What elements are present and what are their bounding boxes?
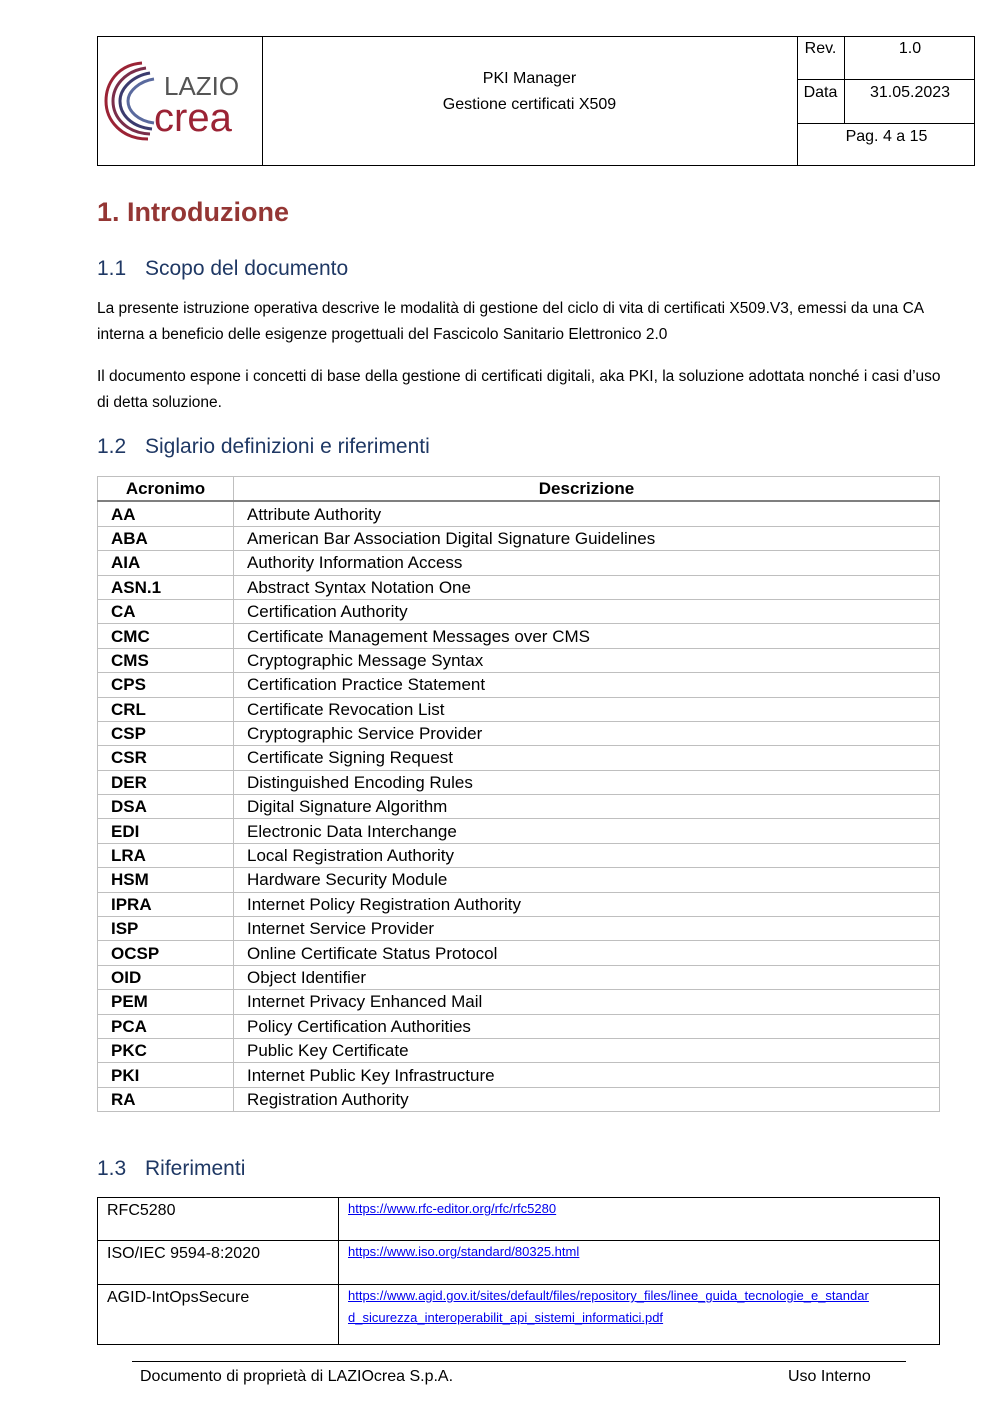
table-row <box>98 917 940 941</box>
acronym-cell: ASN.1 <box>98 575 234 599</box>
description-cell: Hardware Security Module <box>234 868 940 892</box>
laziocrea-logo <box>102 55 262 147</box>
reference-name: ISO/IEC 9594-8:2020 <box>98 1241 339 1285</box>
description-cell: American Bar Association Digital Signature Guidelines <box>234 526 940 550</box>
header-divider <box>797 123 974 124</box>
acronym-cell: CA <box>98 599 234 623</box>
section-1-heading: 1. Introduzione <box>97 197 289 227</box>
acronym-cell: PCA <box>98 1014 234 1038</box>
table-row <box>98 990 940 1014</box>
footer-ownership: Documento di proprietà di LAZIOcrea S.p.A. <box>140 1368 454 1385</box>
column-header-description: Descrizione <box>234 477 940 502</box>
acronym-cell: CSP <box>98 721 234 745</box>
table-row <box>98 697 940 721</box>
section-number: 1.2 <box>97 435 127 458</box>
header-title-line1: PKI Manager <box>482 70 577 87</box>
description-cell: Distinguished Encoding Rules <box>234 770 940 794</box>
reference-link[interactable] <box>339 1285 940 1345</box>
acronym-cell: CRL <box>98 697 234 721</box>
rev-label: Rev. <box>804 40 837 57</box>
acronym-cell: OID <box>98 965 234 989</box>
footer-rule <box>132 1361 906 1362</box>
table-row <box>98 551 940 575</box>
table-row <box>98 501 940 526</box>
acronym-cell: HSM <box>98 868 234 892</box>
acronym-cell: PKC <box>98 1038 234 1062</box>
table-header-row <box>98 477 940 502</box>
reference-link[interactable] <box>339 1241 940 1285</box>
header-title-line2: Gestione certificati X509 <box>442 96 617 113</box>
acronym-cell: CMS <box>98 648 234 672</box>
table-row <box>98 965 940 989</box>
section-number: 1.1 <box>97 257 127 280</box>
table-row <box>98 673 940 697</box>
description-cell: Registration Authority <box>234 1087 940 1111</box>
references-table <box>97 1197 940 1345</box>
table-row <box>98 868 940 892</box>
reference-link[interactable] <box>339 1198 940 1241</box>
footer-classification: Uso Interno <box>788 1368 871 1385</box>
acronym-cell: OCSP <box>98 941 234 965</box>
table-row <box>98 1198 940 1241</box>
section-1-1-heading <box>97 257 348 281</box>
description-cell: Cryptographic Message Syntax <box>234 648 940 672</box>
description-cell: Internet Policy Registration Authority <box>234 892 940 916</box>
acronym-cell: PKI <box>98 1063 234 1087</box>
table-row <box>98 795 940 819</box>
reference-link-text[interactable]: https://www.iso.org/standard/80325.html <box>348 1244 580 1259</box>
description-cell: Certificate Revocation List <box>234 697 940 721</box>
acronym-cell: ABA <box>98 526 234 550</box>
table-row <box>98 892 940 916</box>
table-row <box>98 1087 940 1111</box>
description-cell: Internet Public Key Infrastructure <box>234 1063 940 1087</box>
acronym-cell: CPS <box>98 673 234 697</box>
table-row <box>98 1014 940 1038</box>
description-cell: Abstract Syntax Notation One <box>234 575 940 599</box>
table-row <box>98 843 940 867</box>
date-label: Data <box>803 84 838 101</box>
reference-link-text[interactable]: d_sicurezza_interoperabilit_api_sistemi_informatici.pdf <box>348 1310 664 1325</box>
description-cell: Internet Service Provider <box>234 917 940 941</box>
description-cell: Electronic Data Interchange <box>234 819 940 843</box>
table-row <box>98 599 940 623</box>
acronym-cell: DER <box>98 770 234 794</box>
description-cell: Certification Authority <box>234 599 940 623</box>
section-1-2-heading <box>97 435 430 459</box>
description-cell: Public Key Certificate <box>234 1038 940 1062</box>
description-cell: Attribute Authority <box>234 501 940 526</box>
acronym-cell: IPRA <box>98 892 234 916</box>
acronym-cell: AA <box>98 501 234 526</box>
acronym-cell: LRA <box>98 843 234 867</box>
acronym-cell: CMC <box>98 624 234 648</box>
description-cell: Policy Certification Authorities <box>234 1014 940 1038</box>
description-cell: Local Registration Authority <box>234 843 940 867</box>
column-header-acronym: Acronimo <box>98 477 234 502</box>
acronym-cell: ISP <box>98 917 234 941</box>
reference-link-text[interactable]: https://www.rfc-editor.org/rfc/rfc5280 <box>348 1201 557 1216</box>
date-value: 31.05.2023 <box>869 84 951 101</box>
scope-paragraph-1: La presente istruzione operativa descrive le modalità di gestione del ciclo di vita di certificati X509.V3, emessi da una CA interna a beneficio delle esigenze progettuali del Fascicolo Sanitario Elettronico 2.0 <box>97 300 924 343</box>
svg-text:crea: crea <box>154 96 232 140</box>
rev-value: 1.0 <box>898 40 922 57</box>
table-row <box>98 575 940 599</box>
description-cell: Certificate Management Messages over CMS <box>234 624 940 648</box>
header-divider <box>797 79 974 80</box>
table-row <box>98 1038 940 1062</box>
table-row <box>98 770 940 794</box>
description-cell: Object Identifier <box>234 965 940 989</box>
table-row <box>98 746 940 770</box>
table-row <box>98 1063 940 1087</box>
table-row <box>98 648 940 672</box>
table-row <box>98 1285 940 1345</box>
section-title: Siglario definizioni e riferimenti <box>145 435 430 458</box>
svg-text:LAZIO: LAZIO <box>164 71 240 101</box>
table-row <box>98 624 940 648</box>
acronym-cell: DSA <box>98 795 234 819</box>
glossary-table <box>97 476 940 1112</box>
description-cell: Internet Privacy Enhanced Mail <box>234 990 940 1014</box>
table-row <box>98 721 940 745</box>
description-cell: Online Certificate Status Protocol <box>234 941 940 965</box>
page-number: Pag. 4 a 15 <box>845 128 928 145</box>
table-row <box>98 819 940 843</box>
section-title: Scopo del documento <box>145 257 349 280</box>
reference-name: AGID-IntOpsSecure <box>98 1285 339 1345</box>
scope-paragraph-2: Il documento espone i concetti di base della gestione di certificati digitali, aka PKI, la soluzione adottata nonché i casi d’uso di detta soluzione. <box>97 368 941 411</box>
description-cell: Certificate Signing Request <box>234 746 940 770</box>
description-cell: Certification Practice Statement <box>234 673 940 697</box>
section-number: 1.3 <box>97 1157 127 1180</box>
acronym-cell: CSR <box>98 746 234 770</box>
table-row <box>98 526 940 550</box>
acronym-cell: EDI <box>98 819 234 843</box>
section-title: Riferimenti <box>145 1157 246 1180</box>
reference-link-text[interactable]: https://www.agid.gov.it/sites/default/files/repository_files/linee_guida_tecnologie_e_standar <box>348 1288 869 1303</box>
description-cell: Authority Information Access <box>234 551 940 575</box>
document-header <box>97 36 975 166</box>
description-cell: Cryptographic Service Provider <box>234 721 940 745</box>
acronym-cell: AIA <box>98 551 234 575</box>
table-row <box>98 1241 940 1285</box>
table-row <box>98 941 940 965</box>
acronym-cell: PEM <box>98 990 234 1014</box>
description-cell: Digital Signature Algorithm <box>234 795 940 819</box>
section-1-3-heading <box>97 1157 245 1181</box>
acronym-cell: RA <box>98 1087 234 1111</box>
reference-name: RFC5280 <box>98 1198 339 1241</box>
